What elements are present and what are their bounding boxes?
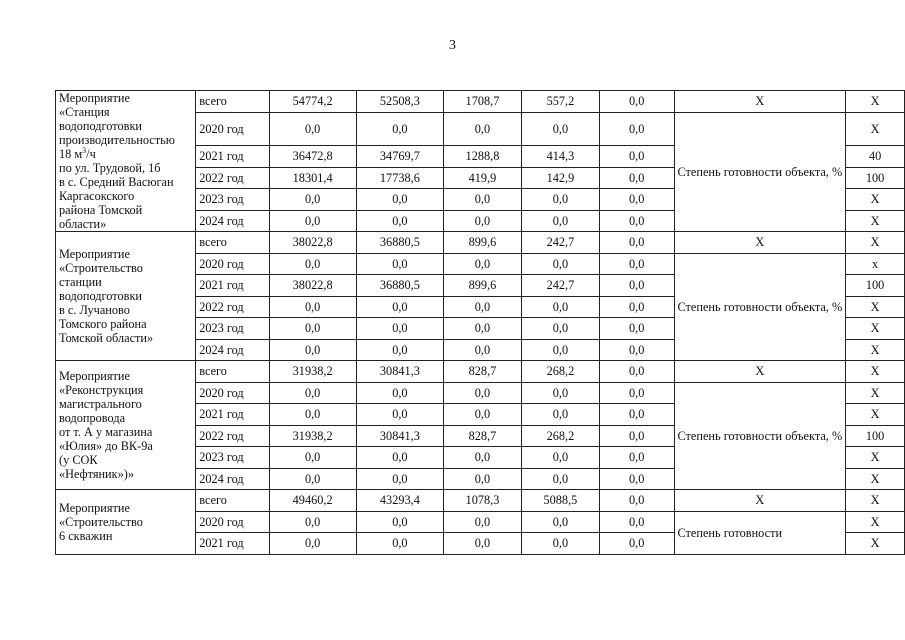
amount-cell-c1: 0,0 — [269, 339, 356, 361]
amount-cell-c4: 0,0 — [521, 533, 599, 555]
amount-cell-c3: 0,0 — [444, 296, 522, 318]
event-name-line: (у СОК — [59, 453, 98, 467]
indicator-label-cell: Степень готовности объекта, % — [674, 253, 846, 361]
event-name-line: от т. А у магазина — [59, 425, 153, 439]
superscript: 3 — [82, 145, 87, 155]
amount-cell-c1: 0,0 — [269, 533, 356, 555]
amount-cell-c4: 0,0 — [521, 253, 599, 275]
event-name-line: «Станция — [59, 105, 110, 119]
amount-cell-c5: 0,0 — [599, 382, 674, 404]
amount-cell-c4: 557,2 — [521, 91, 599, 113]
event-name-line: Томского района — [59, 317, 147, 331]
event-name-line: в с. Лучаново — [59, 303, 130, 317]
amount-cell-c5: 0,0 — [599, 189, 674, 211]
event-name-line: Томской области» — [59, 331, 154, 345]
year-cell: 2023 год — [196, 318, 269, 340]
event-name-line: района Томской — [59, 203, 143, 217]
year-cell: 2021 год — [196, 146, 269, 168]
event-name-line: Мероприятие — [59, 91, 130, 105]
amount-cell-c3: 0,0 — [444, 447, 522, 469]
year-cell: 2020 год — [196, 112, 269, 146]
amount-cell-c2: 0,0 — [356, 189, 443, 211]
indicator-value-cell: 100 — [846, 167, 905, 189]
amount-cell-c1: 31938,2 — [269, 425, 356, 447]
financing-table — [55, 90, 905, 555]
amount-cell-c5: 0,0 — [599, 146, 674, 168]
year-cell: 2022 год — [196, 296, 269, 318]
indicator-value-cell: Х — [846, 468, 905, 490]
amount-cell-c5: 0,0 — [599, 361, 674, 383]
indicator-value-cell: Х — [846, 382, 905, 404]
amount-cell-c3: 1078,3 — [444, 490, 522, 512]
event-name-line: в с. Средний Васюган — [59, 175, 174, 189]
event-name-line: Мероприятие — [59, 500, 130, 515]
amount-cell-c5: 0,0 — [599, 404, 674, 426]
amount-cell-c2: 0,0 — [356, 382, 443, 404]
indicator-value-cell: Х — [846, 447, 905, 469]
amount-cell-c4: 268,2 — [521, 361, 599, 383]
amount-cell-c2: 0,0 — [356, 318, 443, 340]
year-cell: 2024 год — [196, 339, 269, 361]
amount-cell-c3: 0,0 — [444, 339, 522, 361]
amount-cell-c1: 0,0 — [269, 511, 356, 533]
amount-cell-c2: 0,0 — [356, 296, 443, 318]
amount-cell-c1: 36472,8 — [269, 146, 356, 168]
event-name-line: Каргасокского — [59, 189, 135, 203]
year-cell: 2024 год — [196, 468, 269, 490]
event-name-cell — [56, 91, 196, 232]
indicator-value-cell: Х — [846, 232, 905, 254]
amount-cell-c3: 0,0 — [444, 210, 522, 232]
amount-cell-c5: 0,0 — [599, 339, 674, 361]
indicator-value-cell: Х — [846, 91, 905, 113]
amount-cell-c3: 899,6 — [444, 232, 522, 254]
year-cell: 2024 год — [196, 210, 269, 232]
indicator-value-cell: Х — [846, 404, 905, 426]
year-cell: 2020 год — [196, 253, 269, 275]
amount-cell-c1: 0,0 — [269, 404, 356, 426]
year-cell: всего — [196, 232, 269, 254]
amount-cell-c2: 0,0 — [356, 404, 443, 426]
amount-cell-c1: 18301,4 — [269, 167, 356, 189]
year-cell: 2020 год — [196, 511, 269, 533]
amount-cell-c1: 0,0 — [269, 189, 356, 211]
indicator-value-cell: Х — [846, 189, 905, 211]
amount-cell-c1: 0,0 — [269, 296, 356, 318]
event-name-line: станции — [59, 275, 102, 289]
amount-cell-c3: 1288,8 — [444, 146, 522, 168]
amount-cell-c4: 0,0 — [521, 339, 599, 361]
amount-cell-c2: 0,0 — [356, 210, 443, 232]
year-cell: 2023 год — [196, 189, 269, 211]
amount-cell-c1: 0,0 — [269, 318, 356, 340]
event-name-line: Мероприятие — [59, 247, 130, 261]
table-row — [56, 490, 905, 512]
indicator-value-cell: Х — [846, 296, 905, 318]
amount-cell-c3: 0,0 — [444, 253, 522, 275]
year-cell: 2023 год — [196, 447, 269, 469]
amount-cell-c2: 43293,4 — [356, 490, 443, 512]
amount-cell-c2: 30841,3 — [356, 361, 443, 383]
year-cell: 2021 год — [196, 275, 269, 297]
table-row — [56, 361, 905, 383]
year-cell: 2022 год — [196, 425, 269, 447]
amount-cell-c5: 0,0 — [599, 91, 674, 113]
indicator-label-cell: Степень готовности — [674, 511, 846, 554]
amount-cell-c1: 38022,8 — [269, 275, 356, 297]
event-name-part: 18 м — [59, 147, 83, 161]
amount-cell-c5: 0,0 — [599, 425, 674, 447]
amount-cell-c4: 0,0 — [521, 511, 599, 533]
year-cell: 2022 год — [196, 167, 269, 189]
indicator-label-cell: Степень готовности объекта, % — [674, 112, 846, 232]
amount-cell-c3: 0,0 — [444, 404, 522, 426]
amount-cell-c4: 0,0 — [521, 210, 599, 232]
amount-cell-c2: 36880,5 — [356, 232, 443, 254]
amount-cell-c4: 5088,5 — [521, 490, 599, 512]
indicator-total-cell: Х — [674, 490, 846, 512]
year-cell: 2021 год — [196, 533, 269, 555]
amount-cell-c5: 0,0 — [599, 533, 674, 555]
amount-cell-c5: 0,0 — [599, 490, 674, 512]
amount-cell-c2: 36880,5 — [356, 275, 443, 297]
year-cell: 2021 год — [196, 404, 269, 426]
event-name-cell — [56, 232, 196, 361]
amount-cell-c2: 0,0 — [356, 339, 443, 361]
amount-cell-c2: 34769,7 — [356, 146, 443, 168]
amount-cell-c4: 0,0 — [521, 296, 599, 318]
amount-cell-c1: 0,0 — [269, 382, 356, 404]
amount-cell-c4: 0,0 — [521, 404, 599, 426]
amount-cell-c2: 0,0 — [356, 468, 443, 490]
indicator-label-cell: Степень готовности объекта, % — [674, 382, 846, 490]
year-cell: всего — [196, 361, 269, 383]
year-cell: всего — [196, 490, 269, 512]
indicator-value-cell: Х — [846, 511, 905, 533]
amount-cell-c3: 419,9 — [444, 167, 522, 189]
event-name-line: области» — [59, 217, 107, 231]
amount-cell-c5: 0,0 — [599, 468, 674, 490]
amount-cell-c3: 0,0 — [444, 511, 522, 533]
amount-cell-c5: 0,0 — [599, 167, 674, 189]
indicator-value-cell: Х — [846, 112, 905, 146]
amount-cell-c2: 0,0 — [356, 533, 443, 555]
amount-cell-c4: 0,0 — [521, 112, 599, 146]
event-name-line: «Юлия» до ВК-9а — [59, 439, 153, 453]
amount-cell-c1: 0,0 — [269, 253, 356, 275]
amount-cell-c1: 31938,2 — [269, 361, 356, 383]
table-row — [56, 232, 905, 254]
indicator-value-cell: Х — [846, 533, 905, 555]
amount-cell-c4: 0,0 — [521, 447, 599, 469]
event-name-line — [59, 147, 192, 161]
indicator-value-cell: Х — [846, 210, 905, 232]
table-row — [56, 91, 905, 113]
indicator-value-cell: 100 — [846, 275, 905, 297]
event-name-part: /ч — [86, 147, 96, 161]
amount-cell-c3: 0,0 — [444, 533, 522, 555]
amount-cell-c2: 52508,3 — [356, 91, 443, 113]
event-name-line: «Строительство — [59, 261, 143, 275]
amount-cell-c4: 242,7 — [521, 232, 599, 254]
indicator-value-cell: х — [846, 253, 905, 275]
amount-cell-c5: 0,0 — [599, 275, 674, 297]
indicator-value-cell: Х — [846, 490, 905, 512]
amount-cell-c1: 0,0 — [269, 447, 356, 469]
event-name-line: водоподготовки — [59, 119, 142, 133]
amount-cell-c3: 0,0 — [444, 189, 522, 211]
year-cell: всего — [196, 91, 269, 113]
event-name-line: «Строительство — [59, 514, 143, 529]
amount-cell-c4: 414,3 — [521, 146, 599, 168]
amount-cell-c5: 0,0 — [599, 210, 674, 232]
event-name-cell — [56, 490, 196, 555]
amount-cell-c1: 38022,8 — [269, 232, 356, 254]
amount-cell-c1: 49460,2 — [269, 490, 356, 512]
amount-cell-c1: 0,0 — [269, 210, 356, 232]
amount-cell-c3: 1708,7 — [444, 91, 522, 113]
amount-cell-c3: 828,7 — [444, 425, 522, 447]
event-name-line: по ул. Трудовой, 1б — [59, 161, 161, 175]
amount-cell-c2: 30841,3 — [356, 425, 443, 447]
amount-cell-c3: 828,7 — [444, 361, 522, 383]
amount-cell-c4: 0,0 — [521, 189, 599, 211]
event-name-line: водоподготовки — [59, 289, 142, 303]
indicator-total-cell: Х — [674, 91, 846, 113]
amount-cell-c3: 899,6 — [444, 275, 522, 297]
event-name-line: Мероприятие — [59, 369, 130, 383]
amount-cell-c4: 242,7 — [521, 275, 599, 297]
year-cell: 2020 год — [196, 382, 269, 404]
amount-cell-c4: 0,0 — [521, 318, 599, 340]
event-name-cell — [56, 361, 196, 490]
event-name-line: водопровода — [59, 411, 126, 425]
event-name-line: «Реконструкция — [59, 383, 144, 397]
amount-cell-c2: 0,0 — [356, 253, 443, 275]
amount-cell-c4: 0,0 — [521, 468, 599, 490]
event-name-line: 6 скважин — [59, 528, 113, 543]
event-name-line: производительностью — [59, 133, 175, 147]
amount-cell-c3: 0,0 — [444, 318, 522, 340]
amount-cell-c2: 0,0 — [356, 112, 443, 146]
amount-cell-c1: 0,0 — [269, 112, 356, 146]
page-number: 3 — [449, 38, 456, 53]
amount-cell-c5: 0,0 — [599, 296, 674, 318]
indicator-total-cell: Х — [674, 361, 846, 383]
amount-cell-c5: 0,0 — [599, 511, 674, 533]
amount-cell-c3: 0,0 — [444, 382, 522, 404]
indicator-value-cell: Х — [846, 339, 905, 361]
amount-cell-c2: 0,0 — [356, 447, 443, 469]
amount-cell-c5: 0,0 — [599, 447, 674, 469]
event-name-line: магистрального — [59, 397, 142, 411]
event-name-line: «Нефтяник»)» — [59, 467, 135, 481]
amount-cell-c5: 0,0 — [599, 232, 674, 254]
amount-cell-c5: 0,0 — [599, 318, 674, 340]
indicator-value-cell: 100 — [846, 425, 905, 447]
amount-cell-c4: 268,2 — [521, 425, 599, 447]
indicator-value-cell: Х — [846, 361, 905, 383]
amount-cell-c5: 0,0 — [599, 112, 674, 146]
indicator-value-cell: Х — [846, 318, 905, 340]
amount-cell-c4: 0,0 — [521, 382, 599, 404]
amount-cell-c3: 0,0 — [444, 112, 522, 146]
amount-cell-c2: 17738,6 — [356, 167, 443, 189]
amount-cell-c2: 0,0 — [356, 511, 443, 533]
indicator-value-cell: 40 — [846, 146, 905, 168]
amount-cell-c1: 54774,2 — [269, 91, 356, 113]
amount-cell-c3: 0,0 — [444, 468, 522, 490]
amount-cell-c1: 0,0 — [269, 468, 356, 490]
amount-cell-c4: 142,9 — [521, 167, 599, 189]
indicator-total-cell: Х — [674, 232, 846, 254]
amount-cell-c5: 0,0 — [599, 253, 674, 275]
